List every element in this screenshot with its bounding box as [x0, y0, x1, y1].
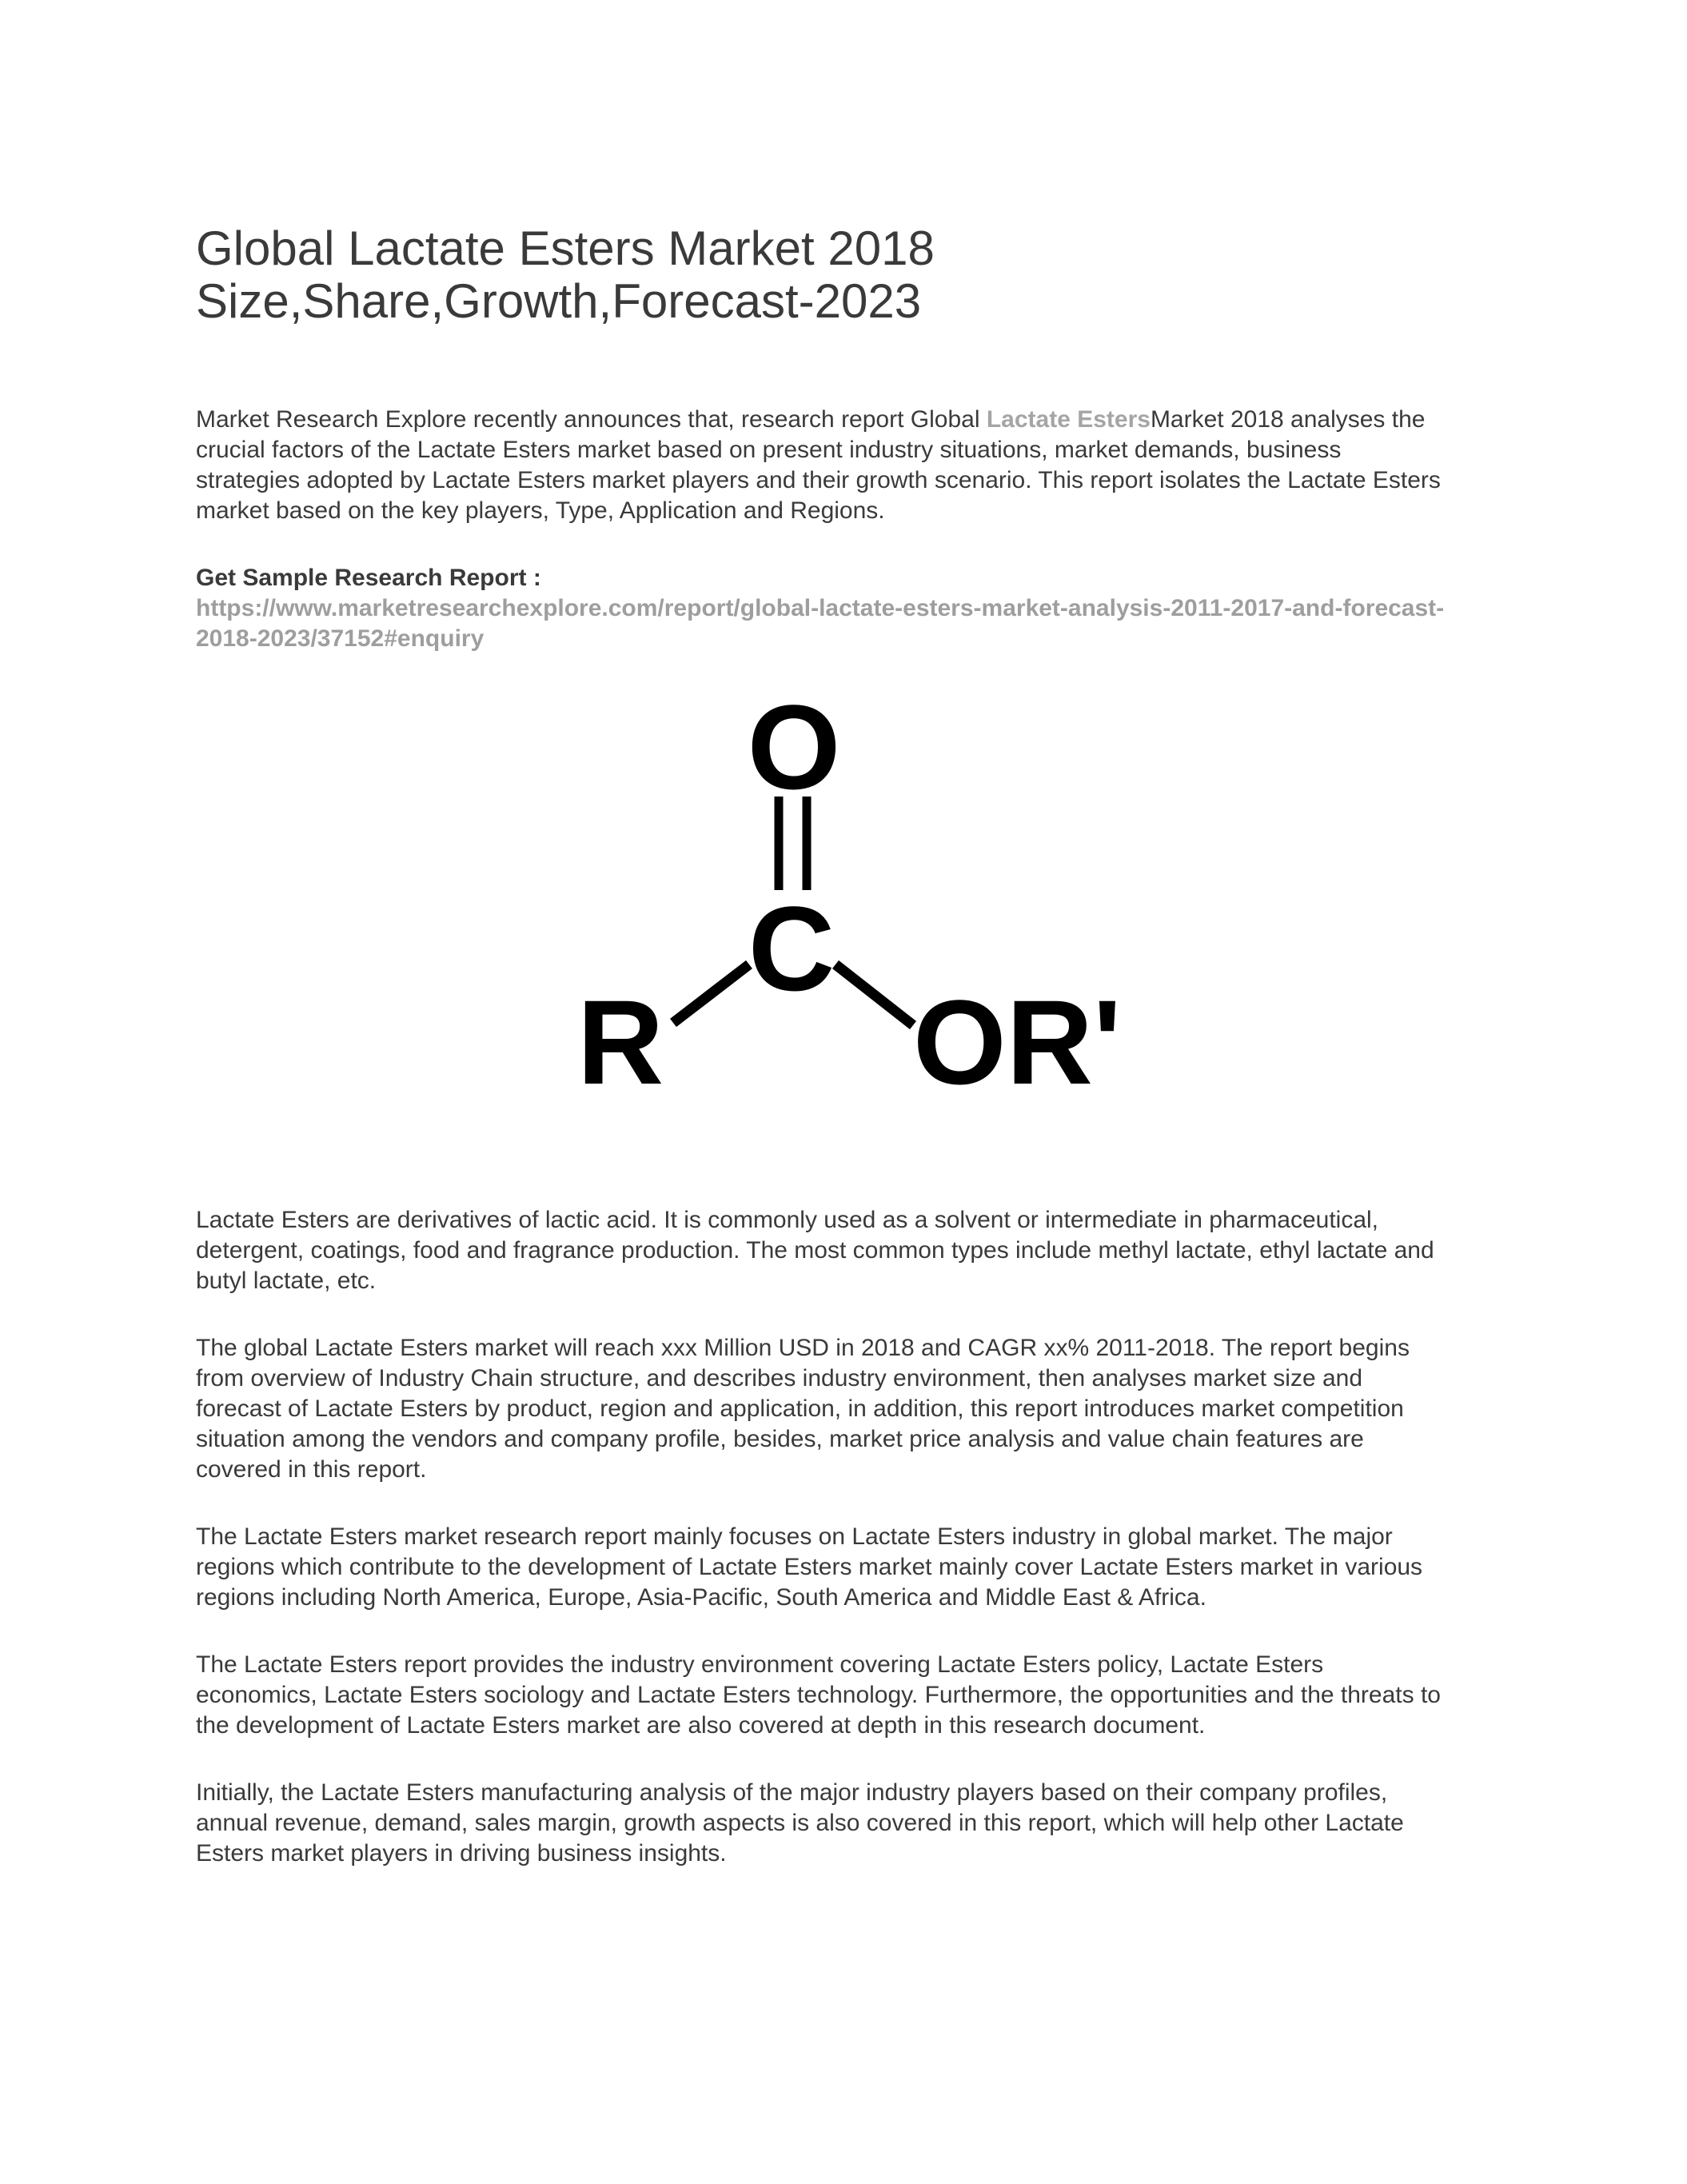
r-group-label: R — [576, 975, 664, 1095]
single-bond-right — [836, 964, 913, 1025]
page-title-line2: Size,Share,Growth,Forecast-2023 — [196, 274, 922, 328]
paragraph-regions: The Lactate Esters market research report mainly focuses on Lactate Esters industry in global market. The major regions which contribute to the development of Lactate Esters market mainly cover Lactate Esters market in various regions including North America, Europe, Asia-Pacific, South America and Middle East & Africa. — [196, 1523, 1423, 1611]
intro-text-pre: Market Research Explore recently announces that, research report Global — [196, 406, 987, 433]
document-content — [196, 222, 1451, 1906]
page-title — [196, 222, 1451, 328]
carbon-atom-label: C — [748, 881, 836, 1016]
sample-report-block — [196, 563, 1451, 654]
paragraph-manufacturing-analysis: Initially, the Lactate Esters manufacturing analysis of the major industry players based on their company profiles, annual revenue, demand, sales margin, growth aspects is also covered in this report, which will help other Lactate Esters market players in driving business insights. — [196, 1779, 1404, 1867]
paragraph-derivatives: Lactate Esters are derivatives of lactic acid. It is commonly used as a solvent or intermediate in pharmaceutical, detergent, coatings, food and fragrance production. The most common types include methyl lactate, ethyl lactate and butyl lactate, etc. — [196, 1207, 1434, 1294]
ester-structure-diagram — [552, 683, 1143, 1095]
ester-structure-svg — [552, 683, 1143, 1095]
sample-report-label: Get Sample Research Report : — [196, 565, 541, 591]
paragraph-industry-environment: The Lactate Esters report provides the industry environment covering Lactate Esters policy, Lactate Esters economics, Lactate Esters sociology and Lactate Esters technology. Furthermore, the opportunities and the threats to the development of Lactate Esters market are also covered at depth in this research document. — [196, 1651, 1441, 1739]
single-bond-left — [673, 964, 749, 1023]
intro-highlight-keyword: Lactate Esters — [986, 406, 1151, 433]
oxygen-atom-label: O — [747, 683, 841, 814]
sample-report-url-link[interactable]: https://www.marketresearchexplore.com/report/global-lactate-esters-market-analysis-2011-2017-and-forecast-2018-2023/37152#enquiry — [196, 595, 1445, 652]
intro-paragraph — [196, 405, 1451, 526]
page-title-line1: Global Lactate Esters Market 2018 — [196, 222, 935, 275]
or-group-label: OR' — [913, 975, 1122, 1095]
paragraph-market-size: The global Lactate Esters market will reach xxx Million USD in 2018 and CAGR xx% 2011-2018. The report begins from overview of Industry Chain structure, and describes industry environment, then analyses market size and forecast of Lactate Esters by product, region and application, in addition, this report introduces market competition situation among the vendors and company profile, besides, market price analysis and value chain features are covered in this report. — [196, 1335, 1410, 1483]
intro-text-post: Market 2018 analyses the crucial factors of the Lactate Esters market based on present industry situations, market demands, business strategies adopted by Lactate Esters market players and their growth scenario. This report isolates the Lactate Esters market based on the key players, Type, Application and Regions. — [196, 406, 1441, 524]
